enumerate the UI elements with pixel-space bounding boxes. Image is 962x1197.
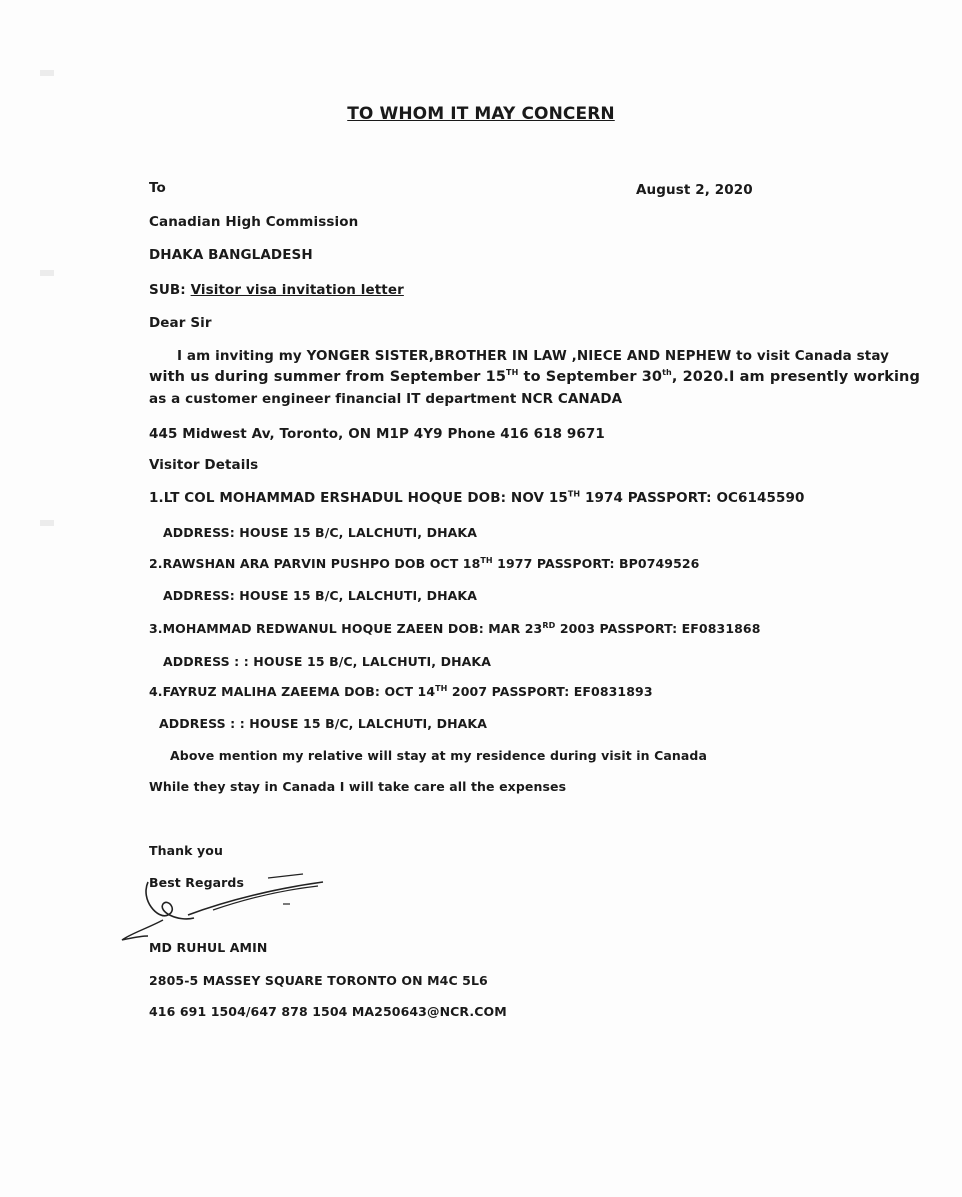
body-line-3: as a customer engineer financial IT department NCR CANADA bbox=[149, 391, 623, 407]
signer-name: MD RUHUL AMIN bbox=[149, 940, 268, 955]
superscript: TH bbox=[435, 683, 448, 693]
scan-mark bbox=[40, 520, 54, 526]
superscript: TH bbox=[567, 489, 581, 499]
visitor-text: 3.MOHAMMAD REDWANUL HOQUE ZAEEN DOB: MAR 23 bbox=[149, 621, 543, 636]
closing-line-2: While they stay in Canada I will take care all the expenses bbox=[149, 779, 567, 794]
thanks-line: Thank you bbox=[149, 843, 223, 858]
closing-line-1: Above mention my relative will stay at my residence during visit in Canada bbox=[170, 748, 707, 763]
visitor-text: 1974 PASSPORT: OC6145590 bbox=[580, 490, 805, 506]
body-text: , 2020.I am presently working bbox=[671, 369, 920, 385]
signer-contact: 416 691 1504/647 878 1504 MA250643@NCR.COM bbox=[149, 1004, 507, 1019]
visitor-text: 2.RAWSHAN ARA PARVIN PUSHPO DOB OCT 18 bbox=[149, 556, 481, 571]
visitor-2-address: ADDRESS: HOUSE 15 B/C, LALCHUTI, DHAKA bbox=[163, 588, 477, 603]
visitor-heading: Visitor Details bbox=[149, 457, 259, 473]
regards-line: Best Regards bbox=[149, 875, 245, 890]
scan-mark bbox=[40, 70, 54, 76]
salutation: Dear Sir bbox=[149, 315, 212, 331]
recipient-line-2: DHAKA BANGLADESH bbox=[149, 247, 313, 263]
superscript: TH bbox=[480, 555, 493, 565]
to-label: To bbox=[149, 180, 166, 196]
body-line-1: I am inviting my YONGER SISTER,BROTHER IN LAW ,NIECE AND NEPHEW to visit Canada stay bbox=[177, 348, 890, 364]
visitor-text: 2003 PASSPORT: EF0831868 bbox=[555, 621, 761, 636]
subject-label: SUB: bbox=[149, 282, 186, 298]
scan-mark bbox=[40, 270, 54, 276]
body-line-2 bbox=[149, 369, 920, 385]
visitor-3 bbox=[149, 621, 761, 636]
visitor-1-address: ADDRESS: HOUSE 15 B/C, LALCHUTI, DHAKA bbox=[163, 525, 477, 540]
address-phone: 445 Midwest Av, Toronto, ON M1P 4Y9 Phone 416 618 9671 bbox=[149, 426, 605, 442]
visitor-3-address: ADDRESS : : HOUSE 15 B/C, LALCHUTI, DHAKA bbox=[163, 654, 491, 669]
superscript: TH bbox=[506, 368, 519, 378]
letter-date: August 2, 2020 bbox=[636, 182, 753, 198]
visitor-text: 1.LT COL MOHAMMAD ERSHADUL HOQUE DOB: NOV 15 bbox=[149, 490, 568, 506]
superscript: RD bbox=[542, 620, 556, 630]
visitor-text: 2007 PASSPORT: EF0831893 bbox=[447, 684, 653, 699]
recipient-line-1: Canadian High Commission bbox=[149, 214, 359, 230]
subject-line bbox=[149, 282, 404, 298]
superscript: th bbox=[662, 368, 672, 378]
body-text: with us during summer from September 15 bbox=[149, 369, 507, 385]
visitor-4 bbox=[149, 684, 653, 699]
visitor-text: 4.FAYRUZ MALIHA ZAEEMA DOB: OCT 14 bbox=[149, 684, 436, 699]
visitor-4-address: ADDRESS : : HOUSE 15 B/C, LALCHUTI, DHAKA bbox=[159, 716, 487, 731]
page-title: TO WHOM IT MAY CONCERN bbox=[347, 104, 615, 124]
visitor-2 bbox=[149, 556, 699, 571]
body-text: to September 30 bbox=[518, 369, 663, 385]
signer-address: 2805-5 MASSEY SQUARE TORONTO ON M4C 5L6 bbox=[149, 973, 488, 988]
visitor-text: 1977 PASSPORT: BP0749526 bbox=[492, 556, 700, 571]
visitor-1 bbox=[149, 490, 805, 506]
subject-text: Visitor visa invitation letter bbox=[190, 282, 404, 298]
